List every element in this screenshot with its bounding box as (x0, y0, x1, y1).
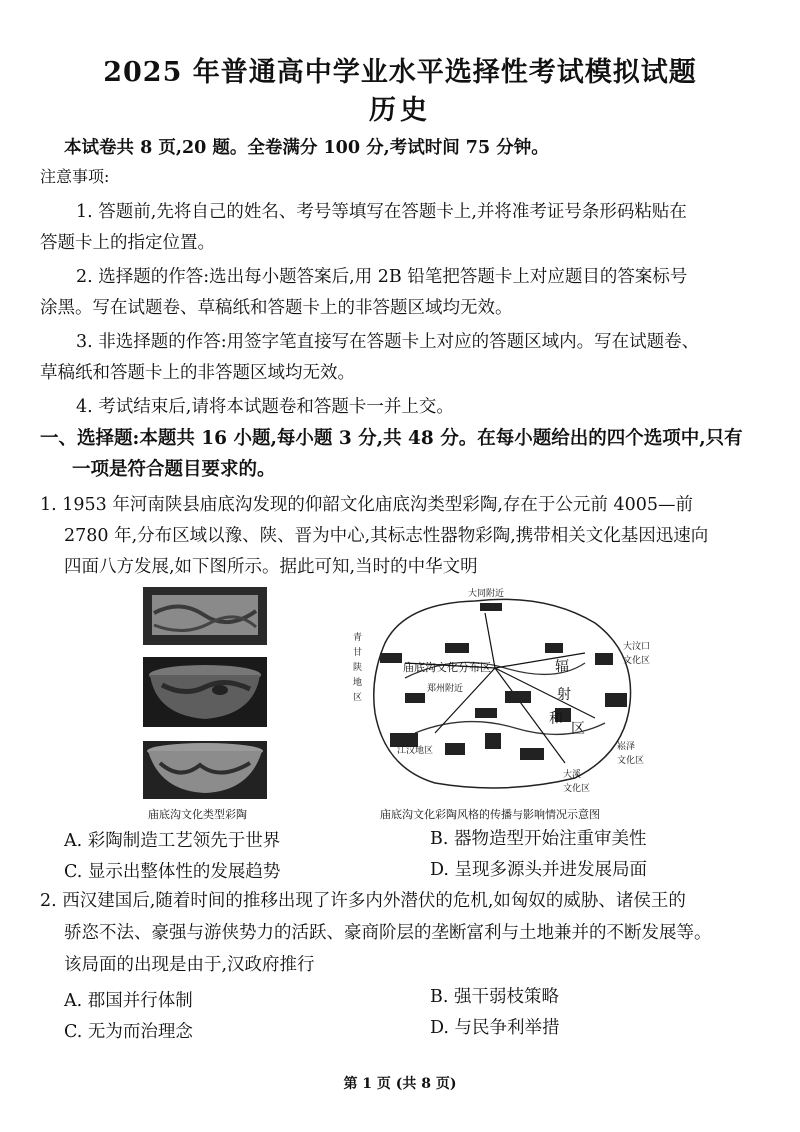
q2-option-a[interactable]: A. 郡国并行体制 (64, 991, 193, 1011)
question-1-line: 四面八方发展,如下图所示。据此可知,当时的中华文明 (64, 557, 478, 577)
spread-map-graphic (345, 583, 665, 798)
page-footer: 第 1 页 (共 8 页) (343, 1076, 457, 1092)
figure-right-caption: 庙底沟文化彩陶风格的传播与影响情况示意图 (380, 808, 600, 821)
pottery-photos (140, 585, 270, 800)
notes-heading: 注意事项: (40, 167, 110, 186)
map-label-center: 庙底沟文化分布区 (403, 661, 491, 674)
q2-option-c[interactable]: C. 无为而治理念 (64, 1022, 193, 1042)
note-line: 4. 考试结束后,请将本试题卷和答题卡一并上交。 (76, 397, 454, 417)
question-2-line: 骄恣不法、豪强与游侠势力的活跃、豪商阶层的垄断富利与土地兼并的不断发展等。 (64, 923, 712, 943)
figure-left-caption: 庙底沟文化类型彩陶 (148, 808, 247, 821)
q1-option-c[interactable]: C. 显示出整体性的发展趋势 (64, 862, 281, 882)
note-line: 2. 选择题的作答:选出每小题答案后,用 2B 铅笔把答题卡上对应题目的答案标号 (76, 267, 688, 287)
map-label-qinggan: 区 (353, 693, 363, 703)
question-2-line: 该局面的出现是由于,汉政府推行 (64, 955, 315, 975)
note-line: 涂黑。写在试题卷、草稿纸和答题卡上的非答题区域均无效。 (40, 298, 513, 318)
question-1-line: 2780 年,分布区域以豫、陕、晋为中心,其标志性器物彩陶,携带相关文化基因迅速向 (64, 526, 709, 546)
note-line: 3. 非选择题的作答:用签字笔直接写在答题卡上对应的答题区域内。写在试题卷、 (76, 332, 700, 352)
map-label-fu: 辐 (555, 659, 569, 675)
exam-title: 2025 年普通高中学业水平选择性考试模拟试题 (103, 57, 697, 88)
map-label-fu: 射 (557, 687, 571, 703)
map-label-songze: 崧泽 (617, 742, 636, 752)
map-label-fu: 和 (549, 711, 563, 727)
map-label-qinggan: 青 (353, 633, 363, 643)
map-label-zhengzhou: 郑州附近 (427, 684, 464, 694)
map-label-qinggan: 陕 (353, 663, 363, 673)
map-label-qinggan: 甘 (353, 648, 363, 658)
map-label-dawenkou: 文化区 (623, 656, 651, 666)
q2-option-d[interactable]: D. 与民争利举措 (430, 1018, 560, 1038)
map-label-daxi: 文化区 (563, 784, 591, 794)
q1-option-a[interactable]: A. 彩陶制造工艺领先于世界 (64, 831, 281, 851)
map-label-songze: 文化区 (617, 756, 645, 766)
pottery-photo-set (140, 585, 270, 800)
exam-intro: 本试卷共 8 页,20 题。全卷满分 100 分,考试时间 75 分钟。 (64, 138, 549, 158)
section-heading: 一、选择题:本题共 16 小题,每小题 3 分,共 48 分。在每小题给出的四个选项中,只有 (40, 428, 743, 449)
section-heading-cont: 一项是符合题目要求的。 (72, 459, 276, 480)
q1-option-d[interactable]: D. 呈现多源头并进发展局面 (430, 860, 648, 880)
q2-option-b[interactable]: B. 强干弱枝策略 (430, 987, 559, 1007)
pottery-pattern-icons (380, 603, 627, 760)
note-line: 答题卡上的指定位置。 (40, 233, 215, 253)
q1-option-b[interactable]: B. 器物造型开始注重审美性 (430, 829, 647, 849)
subject-title: 历史 (369, 95, 431, 126)
map-label-jianghan: 江汉地区 (397, 746, 434, 756)
map-label-dawenkou: 大汶口 (623, 642, 651, 652)
map-label-qinggan: 地 (353, 678, 363, 688)
question-1-line: 1. 1953 年河南陕县庙底沟发现的仰韶文化庙底沟类型彩陶,存在于公元前 4005—前 (40, 495, 694, 515)
note-line: 草稿纸和答题卡上的非答题区域均无效。 (40, 363, 355, 383)
question-2-line: 2. 西汉建国后,随着时间的推移出现了许多内外潜伏的危机,如匈奴的威胁、诸侯王的 (40, 891, 686, 911)
map-label-daxi: 大溪 (563, 770, 582, 780)
map-label-fu: 区 (571, 721, 585, 737)
note-line: 1. 答题前,先将自己的姓名、考号等填写在答题卡上,并将准考证号条形码粘贴在 (76, 202, 687, 222)
spread-map (345, 583, 665, 798)
map-label-datong: 大同附近 (468, 589, 505, 599)
